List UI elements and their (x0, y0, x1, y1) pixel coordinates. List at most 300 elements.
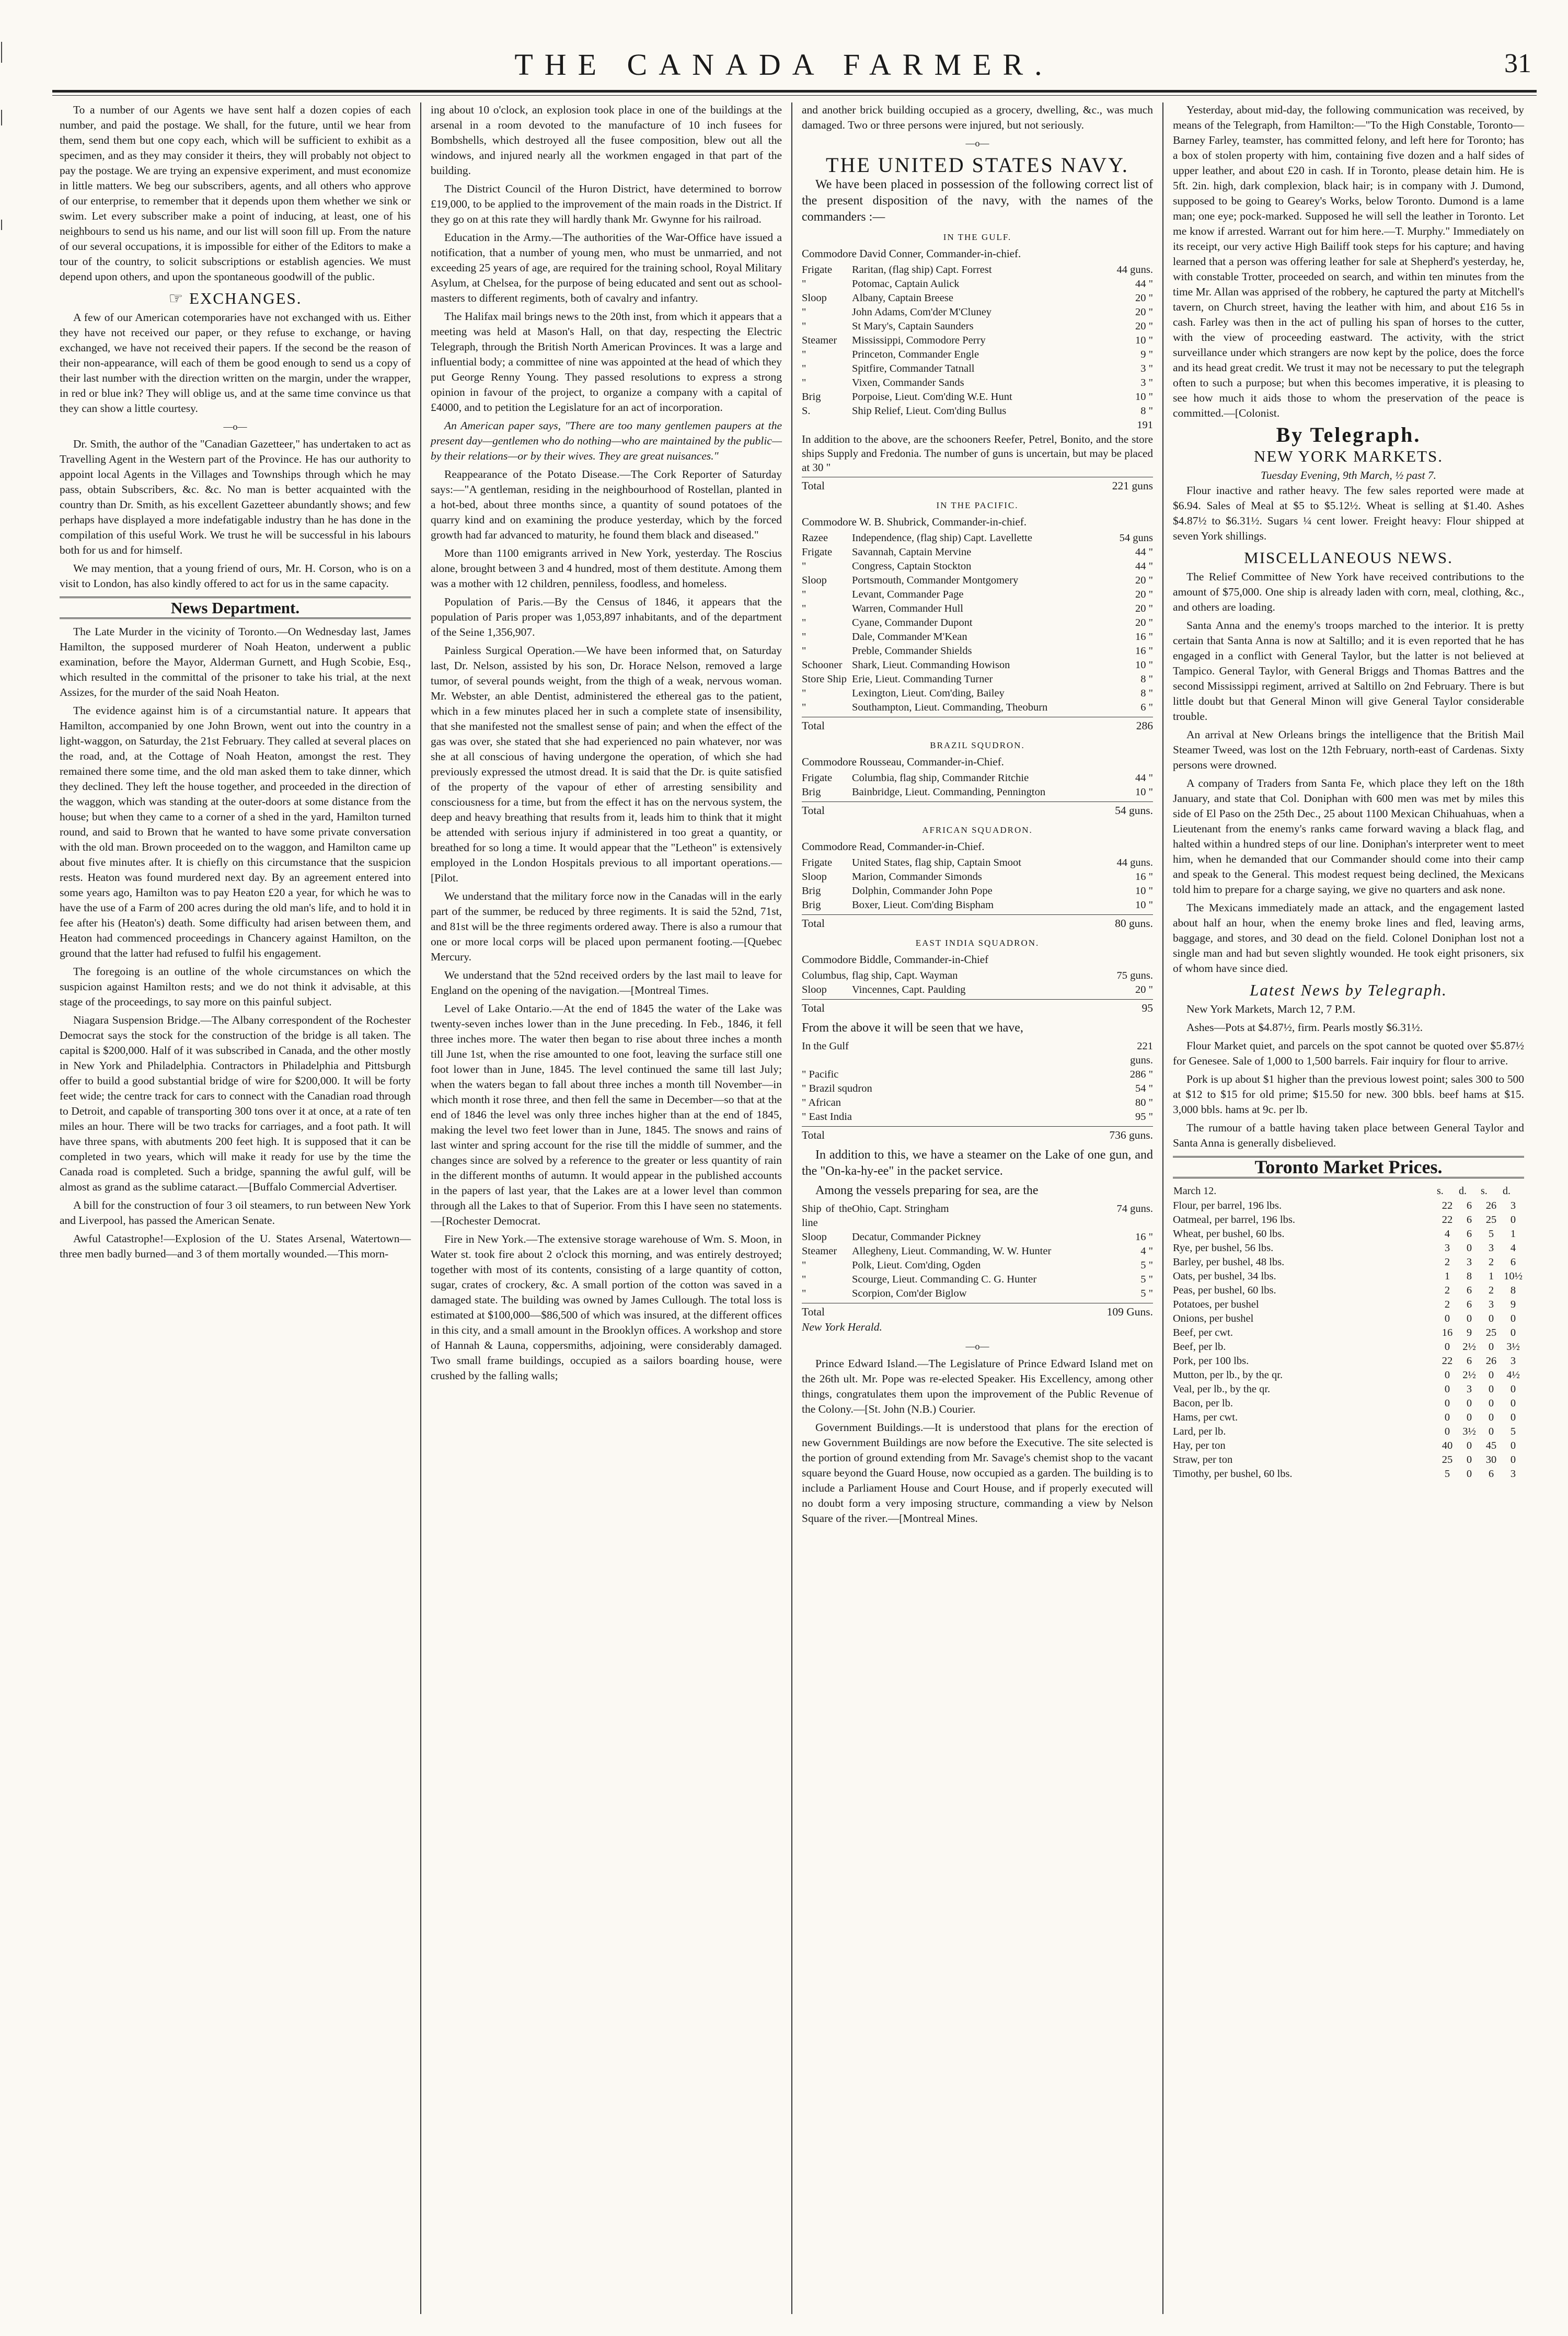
pork-report: Pork is up about $1 higher than the previous lowest point; sales 300 to 500 at $12 to $15 for old prime; $15.50 for new. 300 bbls. beef hams at $15. 3,000 bbls. hams at 9c. per lb. (1173, 1073, 1524, 1116)
latest-news-heading: Latest News by Telegraph. (1250, 981, 1447, 999)
vessel-name: United States, flag ship, Captain Smoot (852, 857, 1021, 868)
column-4 (1166, 102, 1531, 2314)
table-row (1173, 1269, 1524, 1284)
price-cell: 0 (1444, 1398, 1450, 1409)
vessel-name: Vincennes, Capt. Paulding (852, 984, 966, 995)
column-rule (1162, 102, 1163, 2314)
vessel-name: Levant, Commander Page (852, 589, 964, 600)
price-cell: 45 (1485, 1440, 1497, 1451)
price-cell: 0 (1488, 1313, 1494, 1324)
gun-count: 5 " (1140, 1288, 1153, 1299)
vessel-type: Steamer (802, 1245, 837, 1257)
ship-row (802, 1258, 1153, 1273)
huron-council: The District Council of the Huron District, have determined to borrow £19,000, to be applied to the improvement of the main roads in the District. If they go on at this rate they will hardly thank Mr. Gwynne for his railroad. (431, 182, 782, 225)
commodity-name: Beef, per lb. (1173, 1341, 1226, 1353)
page-number: 31 (1504, 49, 1531, 78)
emigrants: More than 1100 emigrants arrived in New York, yesterday. The Roscius alone, brought between 3 and 4 hundred, most of them destitute. Among them was a mother with 12 children, penniless, foodless, and homeless. (431, 547, 782, 590)
ship-row (802, 404, 1153, 418)
price-cell: 0 (1510, 1327, 1516, 1338)
vessel-type: Sloop (802, 871, 827, 883)
ship-row (802, 701, 1153, 715)
table-row (1173, 1213, 1524, 1227)
commodity-name: Pork, per 100 lbs. (1173, 1355, 1249, 1367)
african-ship-list (802, 856, 1153, 912)
preparing-total: Total 109 Guns. (802, 1303, 1153, 1320)
pacific-commander: Commodore W. B. Shubrick, Commander-in-chief. (802, 516, 1027, 528)
price-cell: 2 (1488, 1285, 1494, 1296)
price-cell: 2½ (1462, 1369, 1476, 1381)
price-cell: 5 (1510, 1426, 1516, 1437)
vessel-name: Potomac, Captain Aulick (852, 278, 960, 290)
price-cell: 30 (1485, 1454, 1497, 1465)
price-cell: 0 (1510, 1383, 1516, 1395)
price-cell: 16 (1442, 1327, 1453, 1338)
price-cell: 6 (1466, 1200, 1472, 1211)
ship-row (802, 1202, 1153, 1230)
price-cell: 22 (1442, 1355, 1453, 1367)
gun-count: 5 " (1140, 1274, 1153, 1285)
ship-row (802, 305, 1153, 319)
vessel-name: Mississippi, Commodore Perry (852, 335, 986, 346)
column-rule (791, 102, 792, 2314)
column-1 (52, 102, 418, 2314)
gun-count: 20 " (1135, 984, 1153, 995)
gun-count: 20 " (1135, 320, 1153, 332)
ship-row (802, 263, 1153, 277)
vessel-type: Sloop (802, 575, 827, 586)
price-cell: 40 (1442, 1440, 1453, 1451)
price-cell: 0 (1466, 1242, 1472, 1254)
price-cell: 0 (1444, 1341, 1450, 1353)
vessel-type: " (802, 320, 806, 332)
gun-count: 3 " (1140, 377, 1153, 388)
vessel-name: Vixen, Commander Sands (852, 377, 964, 388)
flour-report: Flour Market quiet, and parcels on the spot cannot be quoted over $5.87½ for Genesee. Sale of 1,000 to 1,500 barrels. Fair inquiry for flour to arrive. (1173, 1039, 1524, 1067)
price-cell: 5 (1444, 1468, 1450, 1480)
african-heading: AFRICAN SQUADRON. (922, 825, 1033, 835)
gun-count: 286 " (1129, 1069, 1153, 1080)
by-telegraph-heading: By Telegraph. (1276, 423, 1421, 446)
price-cell: 22 (1442, 1214, 1453, 1226)
east-india-heading: EAST INDIA SQUADRON. (915, 938, 1040, 948)
table-row (1173, 1312, 1524, 1326)
gun-count: 20 " (1135, 306, 1153, 318)
gun-count: 16 " (1135, 645, 1153, 657)
gun-count: 10 " (1135, 899, 1153, 911)
price-cell: 3 (1466, 1256, 1472, 1268)
vessel-type: " (802, 702, 806, 713)
potato-disease: Reappearance of the Potato Disease.—The Cork Reporter of Saturday says:—"A gentleman, residing in the neighbourhood of Rostellan, planted in a hot-bed, about three months since, a quantity of sound potatoes of the quarry kind and on examining the produce yesterday, which by the forced growth had far advanced to maturity, he found them black and diseased." (431, 468, 782, 541)
vessel-name: Preble, Commander Shields (852, 645, 972, 657)
pacific-squadron (802, 498, 1153, 734)
price-cell: 10½ (1504, 1270, 1523, 1282)
gun-count: 16 " (1135, 631, 1153, 643)
ship-row (802, 870, 1153, 884)
dr-smith-notice: Dr. Smith, the author of the "Canadian Gazetteer," has undertaken to act as Travelling Agent in the Western part of the Province. He has our authority to appoint local Agents in the Villages and Townships through which he may pass, obtain Subscribers, &c. &c. No man is better acquainted with the country than Dr. Smith, as his excellent Gazetteer abundantly shows; and few perhaps have displayed a more indefatigable industry than he has done in the compilation of this useful Work. We trust he will be successful in his labours both for us and for himself. (60, 438, 411, 556)
battle-rumour: The rumour of a battle having taken place between General Taylor and Santa Anna is generally disbelieved. (1173, 1121, 1524, 1149)
column-3 (794, 102, 1160, 2314)
table-row (1173, 1396, 1524, 1411)
vessel-type: " (802, 688, 806, 699)
ship-row (802, 672, 1153, 686)
commodity-name: Oats, per bushel, 34 lbs. (1173, 1270, 1276, 1282)
gulf-squadron (802, 230, 1153, 494)
price-cell: 0 (1510, 1412, 1516, 1423)
vessel-type: " (802, 363, 806, 374)
vessel-type: " (802, 603, 806, 614)
price-cell: 9 (1466, 1327, 1472, 1338)
vessel-name: Princeton, Commander Engle (852, 349, 979, 360)
gentlemen-paupers: An American paper says, "There are too many gentlemen paupers at the present day—gentlemen who do nothing—who are maintained by the public—by their relations—or by their wives. They are great nuisances." (431, 419, 782, 462)
price-cell: 0 (1488, 1369, 1494, 1381)
table-row (1173, 1411, 1524, 1425)
table-date: March 12. (1173, 1185, 1217, 1197)
corson-notice: We may mention, that a young friend of ours, Mr. H. Corson, who is on a visit to London, has also kindly offered to act for us in the same capacity. (60, 562, 411, 590)
vessel-name: Albany, Captain Breese (852, 292, 953, 304)
government-buildings: Government Buildings.—It is understood that plans for the erection of new Government Buildings are now before the Executive. The site selected is the portion of ground extending from Mr. Savage's chemist shop to the vacant square beyond the Guard House, now occupied as a garden. The building is to include a Parliament House and Court House, and if properly executed will no doubt form a very imposing structure, commanding a view by Nelson Square of the river.—[Montreal Mines. (802, 1421, 1153, 1525)
price-cell: 0 (1488, 1383, 1494, 1395)
ship-row (802, 856, 1153, 870)
gun-count: 44 " (1135, 546, 1153, 558)
price-cell: 3½ (1506, 1341, 1520, 1353)
pacific-ship-list (802, 531, 1153, 715)
newspaper-title: THE CANADA FARMER. (514, 48, 1054, 82)
gun-count: 8 " (1140, 688, 1153, 699)
ship-row (802, 884, 1153, 898)
vessel-name: Columbia, flag ship, Commander Ritchie (852, 772, 1029, 784)
vessel-name: St Mary's, Captain Saunders (852, 320, 974, 332)
new-york-fire: Fire in New York.—The extensive storage warehouse of Wm. S. Moon, in Water st. took fire about 2 o'clock this morning, and was entirely destroyed; together with most of its contents, consisting of a large quantity of cotton, sugar, crates of crockery, &c. A small portion of the cotton was saved in a damaged state. The building was owned by James Cullough. The total loss is estimated at $100,000—$86,500 of which was insured, at the different offices in this city, and a small amount in the Brooklyn offices. A workshop and store of Hannah & Launa, coppersmiths, adjoining, were considerably damaged. Two small frame buildings, occupied as a sailors boarding house, were crushed by the falling walls; (431, 1233, 782, 1382)
toronto-market-heading: Toronto Market Prices. (1173, 1156, 1524, 1178)
navy-intro: We have been placed in possession of the following correct list of the present disposition of the navy, with the names of the commanders :— (802, 178, 1153, 224)
arsenal-continued: ing about 10 o'clock, an explosion took place in one of the buildings at the arsenal in a room devoted to the manufacture of 10 inch fusees for Bombshells, which destroyed all the fusee composition, blew out all the windows, and injured nearly all the workmen engaged in that part of the building. (431, 104, 782, 177)
price-cell: 6 (1466, 1214, 1472, 1226)
gun-count: 8 " (1140, 405, 1153, 417)
commodity-name: Timothy, per bushel, 60 lbs. (1173, 1468, 1293, 1480)
ship-row (802, 390, 1153, 404)
price-cell: 0 (1488, 1398, 1494, 1409)
east-india-commander: Commodore Biddle, Commander-in-Chief (802, 953, 989, 966)
navy-heading: THE UNITED STATES NAVY. (826, 153, 1129, 177)
price-cell: 26 (1485, 1355, 1497, 1367)
commodity-name: Lard, per lb. (1173, 1426, 1226, 1437)
ship-row (802, 362, 1153, 376)
price-cell: 0 (1444, 1369, 1450, 1381)
price-cell: 0 (1510, 1398, 1516, 1409)
arsenal-catastrophe: Awful Catastrophe!—Explosion of the U. States Arsenal, Watertown—three men badly burned—and 3 of them mortally wounded.—This morn- (60, 1232, 411, 1260)
gun-count: 44 " (1135, 560, 1153, 572)
price-cell: 0 (1444, 1426, 1450, 1437)
santa-fe-traders: A company of Traders from Santa Fe, which place they left on the 18th January, and state that Col. Doniphan with 600 men was met by miles this side of El Paso on the 25th Dec., 25 about 1100 Mexican Chihuahuas, when a Lieutenant from the enemy's ranks came forward waving a black flag, and halted within a hundred steps of our line. Doniphan's interpreter went to meet him, when he demanded that our Commander should come into their camp and speak to the General. This modest request being declined, the Mexicans told him to prepare for a charge saying, we give no quarters and ask none. (1173, 777, 1524, 896)
gun-count: 10 " (1135, 391, 1153, 403)
commodity-name: Onions, per bushel (1173, 1313, 1254, 1324)
vessel-name: " African (802, 1097, 841, 1108)
ship-row (802, 983, 1153, 997)
east-india-ship-list (802, 969, 1153, 997)
vessel-type: " (802, 645, 806, 657)
brazil-total: Total 54 guns. (802, 801, 1153, 818)
vessel-type: " (802, 1259, 806, 1271)
lake-ontario-level: Level of Lake Ontario.—At the end of 1845 the water of the Lake was twenty-seven inches lower than in the June preceding. In Feb., 1846, it fell three inches more. The water then began to rise about three inches a month till June 1st, when the rise amounted to one foot, leaving the surface still one foot lower than in June, 1845. The level continued the same till last July; when the waters began to fall about three inches a month till November—in which month it rose three, and then fell the same in December—so that at the end of 1846 the level was only three inches higher than at the end of 1845, making the level two feet lower than in June, 1845. The snows and rains of last winter and spring account for the rise till the middle of summer, and the changes since are solved by a reference to the greater or less quantity of rain in the different months of autumn. It would appear in the published accounts in the papers of last year, that the Lakes are at a lower level than common through all the Lakes to that of Superior. From this I have seen no statements.—[Rochester Democrat. (431, 1002, 782, 1227)
52nd-orders: We understand that the 52nd received orders by the last mail to leave for England on the opening of the navigation.—[Montreal Times. (431, 969, 782, 997)
vessel-name: Allegheny, Lieut. Commanding, W. W. Hunter (852, 1245, 1052, 1257)
price-cell: 3 (1510, 1200, 1516, 1211)
ship-row (802, 376, 1153, 390)
vessel-name: Erie, Lieut. Commanding Turner (852, 673, 993, 685)
vessel-name: Portsmouth, Commander Montgomery (852, 575, 1019, 586)
gun-count: 10 " (1135, 786, 1153, 798)
table-row (1173, 1439, 1524, 1453)
brazil-squadron (802, 738, 1153, 818)
column-header: d. (1503, 1185, 1511, 1197)
vessel-type: Brig (802, 899, 821, 911)
navy-summary (802, 1039, 1153, 1143)
vessel-name: " Brazil squdron (802, 1083, 872, 1094)
vessel-type: Razee (802, 532, 828, 544)
price-cell: 3 (1466, 1383, 1472, 1395)
ship-row (802, 1039, 1153, 1068)
ny-markets-heading: NEW YORK MARKETS. (1253, 447, 1444, 465)
vessel-name: Bainbridge, Lieut. Commanding, Pennington (852, 786, 1046, 798)
price-cell: 0 (1466, 1454, 1472, 1465)
preparing-vessels-intro: Among the vessels preparing for sea, are the (815, 1184, 1039, 1197)
gun-count: 54 " (1135, 1083, 1153, 1094)
gun-count: 20 " (1135, 292, 1153, 304)
african-commander: Commodore Read, Commander-in-Chief. (802, 840, 985, 853)
price-cell: 2 (1488, 1256, 1494, 1268)
column-2 (423, 102, 789, 2314)
price-cell: 6 (1466, 1228, 1472, 1240)
price-cell: 2 (1444, 1285, 1450, 1296)
relief-committee: The Relief Committee of New York have received contributions to the amount of $75,000. One ship is already laden with corn, meal, clothing, &c., and others are loading. (1173, 570, 1524, 613)
commodity-name: Hay, per ton (1173, 1440, 1226, 1451)
toronto-market-table (1173, 1184, 1524, 1481)
gulf-subtotal: 191 (1137, 419, 1153, 431)
price-cell: 0 (1466, 1440, 1472, 1451)
gun-count: 10 " (1135, 659, 1153, 671)
price-cell: 0 (1510, 1313, 1516, 1324)
vessel-type: " (802, 589, 806, 600)
ashes-report: Ashes—Pots at $4.87½, firm. Pearls mostly $6.31½. (1186, 1021, 1423, 1034)
ship-row (802, 630, 1153, 644)
gun-count: 9 " (1140, 349, 1153, 360)
gun-count: 6 " (1140, 702, 1153, 713)
vessel-name: Ship Relief, Lieut. Com'ding Bullus (852, 405, 1007, 417)
vessel-name: In the Gulf (802, 1040, 849, 1052)
commodity-name: Flour, per barrel, 196 lbs. (1173, 1200, 1282, 1211)
ship-row (802, 1230, 1153, 1244)
commodity-name: Potatoes, per bushel (1173, 1299, 1259, 1310)
halifax-telegraph: The Halifax mail brings news to the 20th inst, from which it appears that a meeting was held at Mason's Hall, on that day, respecting the Electric Telegraph, through the British North American Provinces. It was a large and influential body; a committee of nine was appointed at the head of which they put George Renny Young. They passed resolutions to express a strong opinion in favour of the project, to organize a company with a capital of £4000, and to petition the Legislature for an act of incorporation. (431, 310, 782, 414)
vessel-name: Warren, Commander Hull (852, 603, 963, 614)
vessel-type: Frigate (802, 857, 833, 868)
price-cell: 25 (1485, 1214, 1497, 1226)
gun-count: 20 " (1135, 575, 1153, 586)
vessel-type: Brig (802, 391, 821, 403)
ship-row (802, 969, 1153, 983)
toronto-market-rows (1173, 1199, 1524, 1481)
table-row (1173, 1453, 1524, 1467)
vessel-type: " (802, 349, 806, 360)
vessel-type: Store Ship (802, 673, 847, 685)
vessel-name: Savannah, Captain Mervine (852, 546, 972, 558)
pacific-total: Total 286 (802, 717, 1153, 734)
murder-outline: The foregoing is an outline of the whole circumstances on which the suspicion against Hamilton rests; and we do not think it advisable, at this stage of the proceedings, to say more on this painful subject. (60, 965, 411, 1008)
vessel-name: Dolphin, Commander John Pope (852, 885, 993, 897)
vessel-name: Spitfire, Commander Tatnall (852, 363, 975, 374)
table-row (1173, 1199, 1524, 1213)
vessel-name: Dale, Commander M'Kean (852, 631, 967, 643)
price-cell: 0 (1444, 1412, 1450, 1423)
price-cell: 5 (1488, 1228, 1494, 1240)
vessel-type: Frigate (802, 772, 833, 784)
price-cell: 0 (1510, 1214, 1516, 1226)
column-header: s. (1481, 1185, 1488, 1197)
gun-count: 10 " (1135, 335, 1153, 346)
ship-row (802, 602, 1153, 616)
ship-row (802, 1082, 1153, 1096)
vessel-type: " (802, 1274, 806, 1285)
price-cell: 25 (1442, 1454, 1453, 1465)
vessel-name: Cyane, Commander Dupont (852, 617, 973, 628)
vessel-name: " Pacific (802, 1069, 839, 1080)
santa-anna: Santa Anna and the enemy's troops marched to the interior. It is pretty certain that Santa Anna is now at Saltillo; and it is even reported that he has engaged in a conflict with General Taylor, but the latter is not believed at Tampico. General Taylor, with General Briggs and Thomas Battres and the second Mississippi regiment, arrived at Saltillo on 2nd February. There is but little doubt but that General Minon will give General Taylor considerable trouble. (1173, 619, 1524, 723)
column-header: s. (1437, 1185, 1444, 1197)
navy-summary-list (802, 1039, 1153, 1124)
price-cell: 0 (1510, 1440, 1516, 1451)
gun-count: 54 guns (1119, 532, 1153, 544)
price-cell: 1 (1488, 1270, 1494, 1282)
commodity-name: Straw, per ton (1173, 1454, 1233, 1465)
vessel-type: " (802, 617, 806, 628)
table-row (1173, 1227, 1524, 1241)
section-divider: —o— (965, 138, 989, 148)
ship-row (802, 658, 1153, 672)
vessel-type: Sloop (802, 292, 827, 304)
price-cell: 25 (1485, 1327, 1497, 1338)
table-row (1173, 1340, 1524, 1354)
price-cell: 0 (1510, 1454, 1516, 1465)
table-row (1173, 1382, 1524, 1396)
price-cell: 0 (1444, 1313, 1450, 1324)
price-cell: 4 (1444, 1228, 1450, 1240)
price-cell: 3 (1488, 1299, 1494, 1310)
price-cell: 2 (1444, 1256, 1450, 1268)
price-cell: 2 (1444, 1299, 1450, 1310)
price-cell: 0 (1466, 1468, 1472, 1480)
price-cell: 6 (1466, 1285, 1472, 1296)
vessel-type: " (802, 377, 806, 388)
price-cell: 8 (1466, 1270, 1472, 1282)
ship-row (802, 1110, 1153, 1124)
vessel-name: Ohio, Capt. Stringham (852, 1203, 949, 1215)
ship-row (802, 291, 1153, 305)
fire-continued: and another brick building occupied as a grocery, dwelling, &c., was much damaged. Two or three persons were injured, but not seriously. (802, 104, 1153, 131)
gun-count: 74 guns. (1116, 1203, 1153, 1215)
table-row (1173, 1368, 1524, 1382)
misc-news-heading: MISCELLANEOUS NEWS. (1244, 548, 1453, 567)
gun-count: 4 " (1140, 1245, 1153, 1257)
vessel-name: Boxer, Lieut. Com'ding Bispham (852, 899, 994, 911)
gulf-ship-list (802, 263, 1153, 418)
gun-count: 5 " (1140, 1259, 1153, 1271)
new-orleans-arrival: An arrival at New Orleans brings the intelligence that the British Mail Steamer Tweed, was lost on the 12th February, north-east of Cardenas. Sixty persons were drowned. (1173, 728, 1524, 771)
ship-row (802, 616, 1153, 630)
vessel-type: Brig (802, 885, 821, 897)
gun-count: 221 guns. (1130, 1040, 1153, 1066)
price-cell: 0 (1488, 1341, 1494, 1353)
ship-row (802, 574, 1153, 588)
ship-row (802, 686, 1153, 701)
table-row (1173, 1425, 1524, 1439)
african-total: Total 80 guns. (802, 914, 1153, 931)
gulf-heading: IN THE GULF. (943, 232, 1012, 242)
price-cell: 4½ (1506, 1369, 1520, 1381)
commodity-name: Veal, per lb., by the qr. (1173, 1383, 1271, 1395)
brazil-ship-list (802, 771, 1153, 799)
table-row (1173, 1467, 1524, 1481)
vessel-name: Marion, Commander Simonds (852, 871, 982, 883)
preparing-vessels (802, 1202, 1153, 1335)
vessel-type: Ship of the line (802, 1203, 852, 1229)
vessel-type: " (802, 560, 806, 572)
table-header-row (1173, 1184, 1524, 1199)
gun-count: 95 " (1135, 1111, 1153, 1123)
ship-row (802, 588, 1153, 602)
vessel-type: Brig (802, 786, 821, 798)
ny-markets-report: Flour inactive and rather heavy. The few sales reported were made at $6.94. Sales of Meal at $5 to $5.12½. Wheat is selling at $1.40. Ashes $4.87½ to $6.31½. Sugars ¼ cent lower. Freight heavy: Flour shipped at seven York shillings. (1173, 484, 1524, 542)
price-cell: 4 (1510, 1242, 1516, 1254)
gulf-total: Total 221 guns (802, 477, 1153, 494)
gun-count: 16 " (1135, 1231, 1153, 1243)
ship-row (802, 1096, 1153, 1110)
price-cell: 0 (1488, 1412, 1494, 1423)
price-cell: 2½ (1462, 1341, 1476, 1353)
ship-row (802, 1068, 1153, 1082)
pointing-hand-icon: ☞ (168, 289, 190, 307)
east-india-total: Total 95 (802, 999, 1153, 1016)
price-cell: 1 (1510, 1228, 1516, 1240)
vessel-name: Porpoise, Lieut. Com'ding W.E. Hunt (852, 391, 1012, 403)
vessel-name: Shark, Lieut. Commanding Howison (852, 659, 1010, 671)
vessel-name: John Adams, Com'der M'Cluney (852, 306, 992, 318)
brazil-commander: Commodore Rousseau, Commander-in-Chief. (802, 755, 1004, 768)
exchanges-text: A few of our American cotemporaries have not exchanged with us. Either they have not received our paper, or they refuse to exchange, or having exchanged, we have not received their papers. If the second be the reason of their non-appearance, will each of them be good enough to send us a copy of their last number with the direction written on the margin, under the wrapper, in red or blue ink? They will oblige us, and at the same time convince us that they can show a little courtesy. (60, 311, 411, 415)
commodity-name: Wheat, per bushel, 60 lbs. (1173, 1228, 1285, 1240)
price-cell: 8 (1510, 1285, 1516, 1296)
vessel-name: flag ship, Capt. Wayman (852, 970, 958, 981)
pacific-heading: IN THE PACIFIC. (936, 500, 1019, 510)
columns (52, 102, 1537, 2314)
navy-summary-intro: From the above it will be seen that we have, (802, 1021, 1023, 1035)
gun-count: 75 guns. (1116, 970, 1153, 981)
education-army: Education in the Army.—The authorities of the War-Office have issued a notification, that a number of young men, who must be unmarried, and not exceeding 25 years of age, are required for the training school, Royal Military Asylum, at Chelsea, for the purpose of being educated and sent out as school-masters to different regiments, both of cavalry and infantry. (431, 231, 782, 304)
ship-row (802, 277, 1153, 291)
price-cell: 0 (1444, 1383, 1450, 1395)
exchanges-heading: ☞ EXCHANGES. (168, 289, 302, 307)
ship-row (802, 1273, 1153, 1287)
commodity-name: Barley, per bushel, 48 lbs. (1173, 1256, 1285, 1268)
section-divider: —o— (223, 421, 247, 432)
ship-row (802, 319, 1153, 334)
commodity-name: Mutton, per lb., by the qr. (1173, 1369, 1283, 1381)
vessel-name: Polk, Lieut. Com'ding, Ogden (852, 1259, 981, 1271)
vessel-type: " (802, 306, 806, 318)
painless-operation: Painless Surgical Operation.—We have been informed that, on Saturday last, Dr. Nelson, assisted by his son, Dr. Horace Nelson, removed a large tumor, of several pounds weight, from the thigh of a weak, nervous woman. Mr. Webster, an able Dentist, administered the ethereal gas to the patient, which in a few minutes placed her in such a complete state of insensibility, that she manifested not the smallest sense of pain; and when the effect of the gas was over, she stated that she had experienced no pain whatever, nor was she at all conscious of having undergone the operation, of which she had previously expressed the utmost dread. It is said that the Dr. is quite satisfied of the property of the vapour of ether of arresting sensibility and consciousness for a time, but from the effect it has on the nervous system, the deep and heavy breathing that results from it, leads him to think that it might be attended with serious injury if administered in too great a quantity, or breathed for so long a time. It would appear that the "Letheon" is extensively employed in the London Hospitals previous to all important operations.—[Pilot. (431, 644, 782, 884)
vessel-name: Independence, (flag ship) Capt. Lavellette (852, 532, 1032, 544)
price-cell: 3 (1488, 1242, 1494, 1254)
vessel-name: Scourge, Lieut. Commanding C. G. Hunter (852, 1274, 1037, 1285)
